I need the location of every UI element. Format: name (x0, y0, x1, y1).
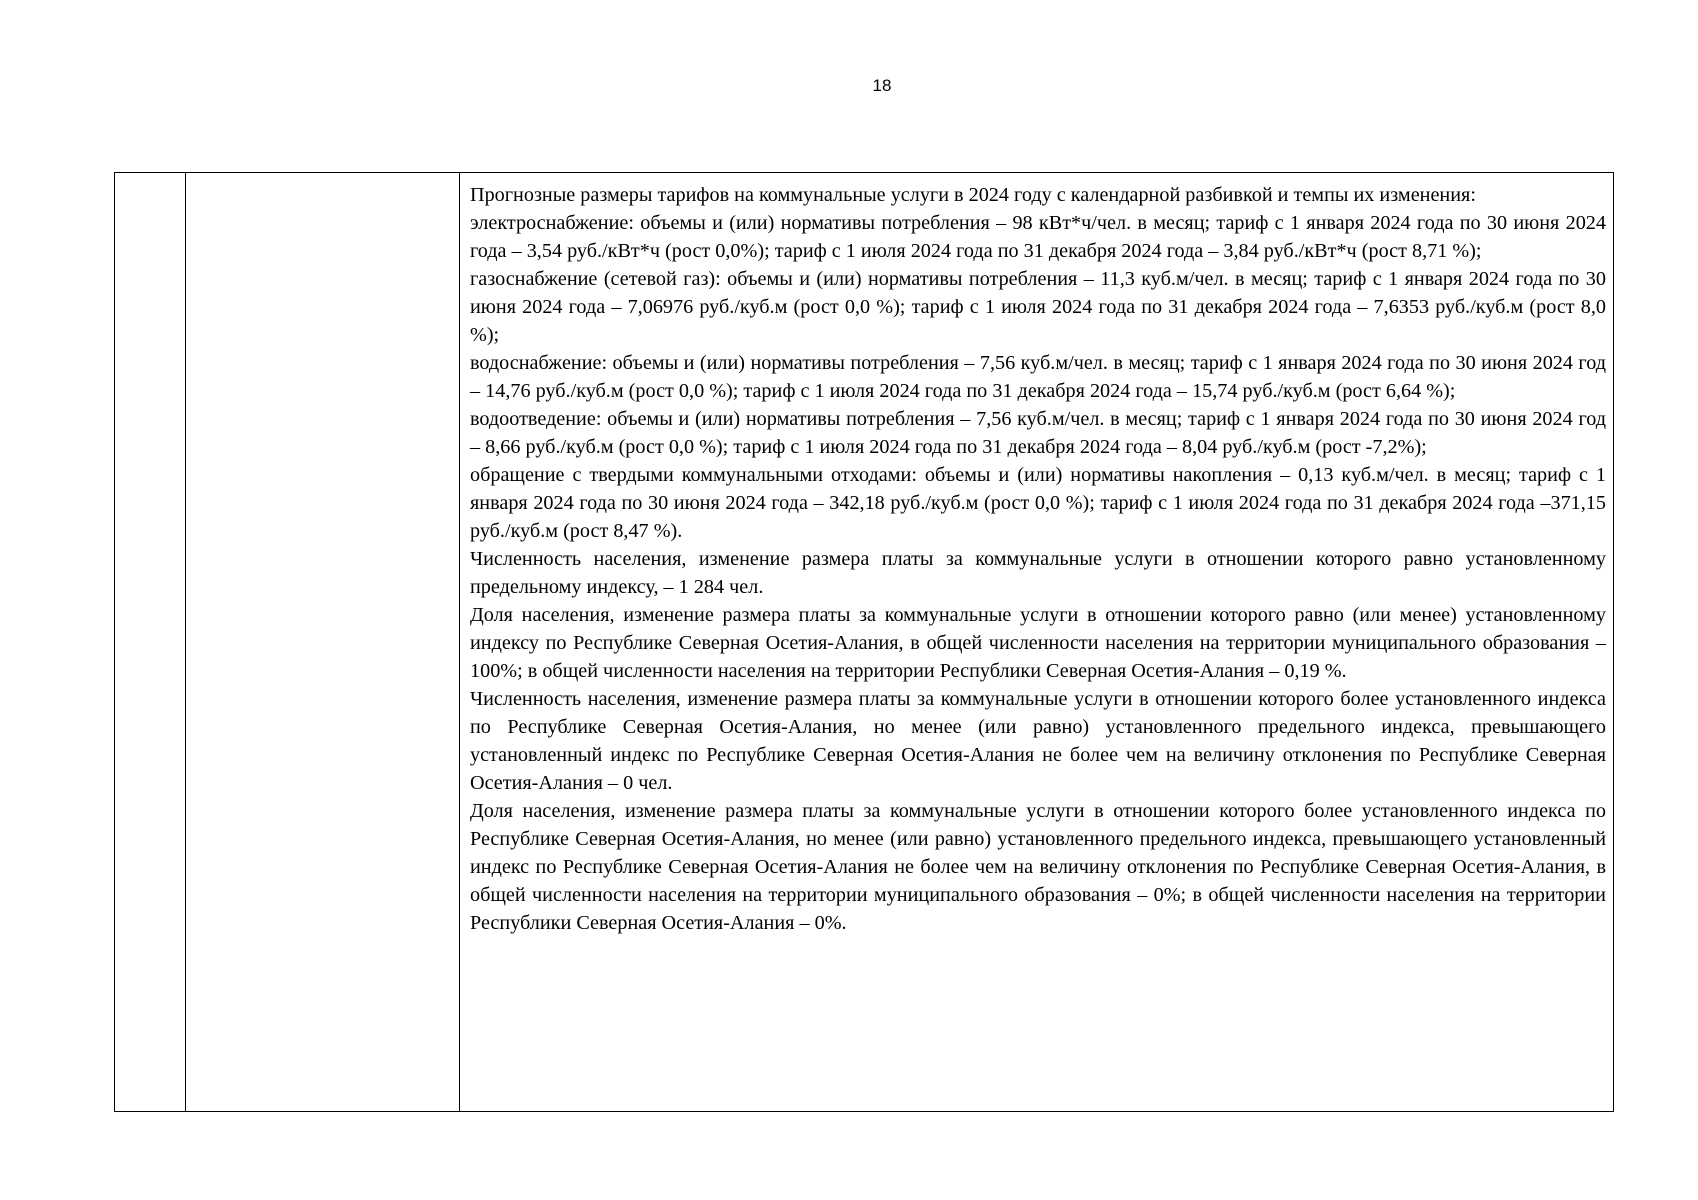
tariff-table (114, 172, 1614, 1112)
table-cell-indicator (186, 173, 460, 1112)
table-row (115, 173, 1614, 1112)
table-cell-number (115, 173, 186, 1112)
paragraph-population-above-index: Численность населения, изменение размера платы за коммунальные услуги в отношении которого более установленного индекса по Республике Северная Осетия-Алания, но менее (или равно) установленного предельного индекса, превышающего установленный индекс по Республике Северная Осетия-Алания не более чем на величину отклонения по Республике Северная Осетия-Алания – 0 чел. (470, 688, 1606, 794)
paragraph-water-supply: водоснабжение: объемы и (или) нормативы потребления – 7,56 куб.м/чел. в месяц; тариф с 1 января 2024 года по 30 июня 2024 год – 14,76 руб./куб.м (рост 0,0 %); тариф с 1 июля 2024 года по 31 декабря 2024 года – 15,74 руб./куб.м (рост 6,64 %); (470, 352, 1606, 402)
page-number: 18 (872, 76, 892, 95)
paragraph-share-above-index: Доля населения, изменение размера платы за коммунальные услуги в отношении которого более установленного индекса по Республике Северная Осетия-Алания, но менее (или равно) установленного предельного индекса, превышающего установленный индекс по Республике Северная Осетия-Алания не более чем на величину отклонения по Республике Северная Осетия-Алания, в общей численности населения на территории муниципального образования – 0%; в общей численности населения на территории Республики Северная Осетия-Алания – 0%. (470, 800, 1606, 934)
paragraph-tariff-intro: Прогнозные размеры тарифов на коммунальные услуги в 2024 году с календарной разбивкой и темпы их изменения: (470, 184, 1476, 206)
paragraph-water-disposal: водоотведение: объемы и (или) нормативы потребления – 7,56 куб.м/чел. в месяц; тариф с 1 января 2024 года по 30 июня 2024 год – 8,66 руб./куб.м (рост 0,0 %); тариф с 1 июля 2024 года по 31 декабря 2024 года – 8,04 руб./куб.м (рост -7,2%); (470, 408, 1606, 458)
paragraph-solid-waste: обращение с твердыми коммунальными отходами: объемы и (или) нормативы накопления – 0,13 куб.м/чел. в месяц; тариф с 1 января 2024 года по 30 июня 2024 года – 342,18 руб./куб.м (рост 0,0 %); тариф с 1 июля 2024 года по 31 декабря 2024 года –371,15 руб./куб.м (рост 8,47 %). (470, 464, 1606, 542)
paragraph-gas: газоснабжение (сетевой газ): объемы и (или) нормативы потребления – 11,3 куб.м/чел. в месяц; тариф с 1 января 2024 года по 30 июня 2024 года – 7,06976 руб./куб.м (рост 0,0 %); тариф с 1 июля 2024 года по 31 декабря 2024 года – 7,6353 руб./куб.м (рост 8,0 %); (470, 268, 1606, 346)
table-cell-content (460, 173, 1614, 1112)
paragraph-electricity: электроснабжение: объемы и (или) нормативы потребления – 98 кВт*ч/чел. в месяц; тариф с 1 января 2024 года по 30 июня 2024 года – 3,54 руб./кВт*ч (рост 0,0%); тариф с 1 июля 2024 года по 31 декабря 2024 года – 3,84 руб./кВт*ч (рост 8,71 %); (470, 212, 1606, 262)
tariff-description (460, 173, 1613, 937)
paragraph-share-within-index: Доля населения, изменение размера платы за коммунальные услуги в отношении которого равно (или менее) установленному индексу по Республике Северная Осетия-Алания, в общей численности населения на территории муниципального образования – 100%; в общей численности населения на территории Республики Северная Осетия-Алания – 0,19 %. (470, 604, 1606, 682)
paragraph-population-limit-index: Численность населения, изменение размера платы за коммунальные услуги в отношении которого равно установленному предельному индексу, – 1 284 чел. (470, 548, 1606, 598)
